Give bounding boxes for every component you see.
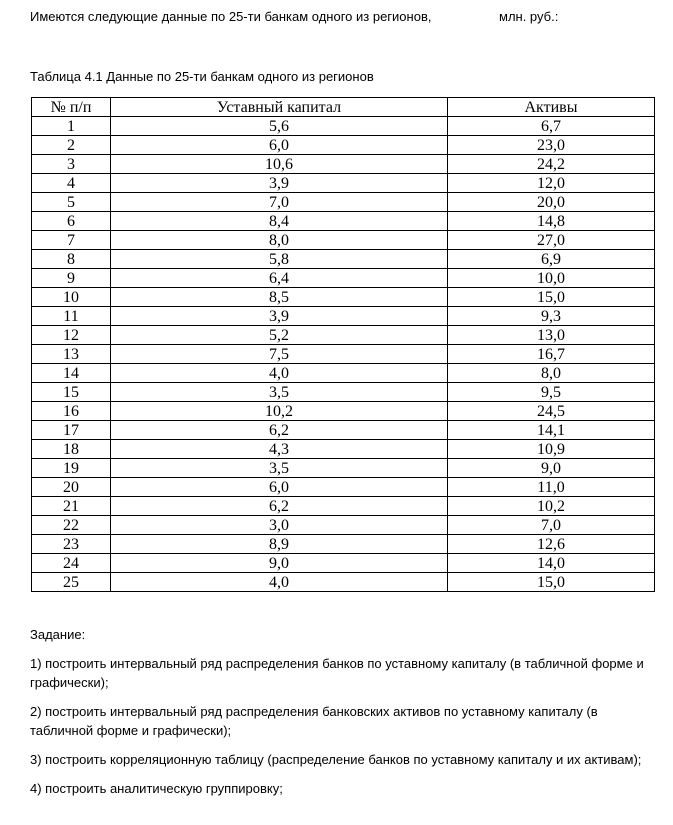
cell-capital: 10,2	[111, 402, 448, 421]
cell-number: 16	[32, 402, 111, 421]
cell-assets: 20,0	[448, 193, 655, 212]
table-row	[32, 250, 655, 269]
cell-capital: 8,5	[111, 288, 448, 307]
cell-capital: 6,0	[111, 478, 448, 497]
intro-units: млн. руб.:	[499, 9, 559, 24]
cell-capital: 5,6	[111, 117, 448, 136]
banks-data-table	[31, 97, 655, 592]
task-item: 1) построить интервальный ряд распределения банков по уставному капиталу (в табличной форме и графически);	[30, 656, 644, 690]
cell-number: 21	[32, 497, 111, 516]
table-row	[32, 193, 655, 212]
table-row	[32, 231, 655, 250]
cell-capital: 4,0	[111, 573, 448, 592]
cell-assets: 7,0	[448, 516, 655, 535]
task-item: 2) построить интервальный ряд распределения банковских активов по уставному капиталу (в табличной форме и графически);	[30, 704, 598, 738]
cell-assets: 24,5	[448, 402, 655, 421]
task-item: 4) построить аналитическую группировку;	[30, 781, 283, 796]
cell-assets: 13,0	[448, 326, 655, 345]
cell-assets: 12,6	[448, 535, 655, 554]
table-row	[32, 535, 655, 554]
cell-capital: 4,0	[111, 364, 448, 383]
cell-assets: 8,0	[448, 364, 655, 383]
cell-capital: 5,8	[111, 250, 448, 269]
cell-assets: 11,0	[448, 478, 655, 497]
cell-assets: 16,7	[448, 345, 655, 364]
cell-number: 2	[32, 136, 111, 155]
table-row	[32, 117, 655, 136]
table-body	[32, 117, 655, 592]
cell-capital: 3,0	[111, 516, 448, 535]
table-row	[32, 421, 655, 440]
cell-assets: 9,0	[448, 459, 655, 478]
table-row	[32, 440, 655, 459]
cell-capital: 5,2	[111, 326, 448, 345]
cell-number: 6	[32, 212, 111, 231]
cell-number: 17	[32, 421, 111, 440]
cell-capital: 7,0	[111, 193, 448, 212]
table-caption: Таблица 4.1 Данные по 25-ти банкам одного из регионов	[30, 69, 374, 84]
cell-number: 7	[32, 231, 111, 250]
cell-assets: 15,0	[448, 288, 655, 307]
table-row	[32, 136, 655, 155]
cell-assets: 10,2	[448, 497, 655, 516]
table-row	[32, 383, 655, 402]
cell-capital: 4,3	[111, 440, 448, 459]
table-row	[32, 478, 655, 497]
cell-capital: 8,4	[111, 212, 448, 231]
table-row	[32, 345, 655, 364]
intro-text: Имеются следующие данные по 25-ти банкам одного из регионов,	[30, 9, 432, 24]
cell-capital: 7,5	[111, 345, 448, 364]
cell-number: 10	[32, 288, 111, 307]
cell-number: 3	[32, 155, 111, 174]
cell-capital: 6,4	[111, 269, 448, 288]
table-row	[32, 554, 655, 573]
cell-assets: 14,8	[448, 212, 655, 231]
header-assets: Активы	[448, 98, 655, 117]
cell-number: 14	[32, 364, 111, 383]
cell-assets: 15,0	[448, 573, 655, 592]
table-row	[32, 307, 655, 326]
task-heading: Задание:	[30, 627, 86, 642]
cell-capital: 3,5	[111, 459, 448, 478]
cell-number: 19	[32, 459, 111, 478]
cell-assets: 24,2	[448, 155, 655, 174]
table-row	[32, 459, 655, 478]
cell-number: 25	[32, 573, 111, 592]
cell-number: 12	[32, 326, 111, 345]
cell-capital: 6,0	[111, 136, 448, 155]
cell-assets: 9,5	[448, 383, 655, 402]
cell-capital: 8,9	[111, 535, 448, 554]
table-row	[32, 326, 655, 345]
cell-number: 18	[32, 440, 111, 459]
cell-number: 15	[32, 383, 111, 402]
cell-capital: 10,6	[111, 155, 448, 174]
table-header-row	[32, 98, 655, 117]
table-row	[32, 269, 655, 288]
cell-capital: 3,9	[111, 307, 448, 326]
cell-number: 20	[32, 478, 111, 497]
cell-number: 11	[32, 307, 111, 326]
cell-number: 22	[32, 516, 111, 535]
cell-number: 1	[32, 117, 111, 136]
cell-assets: 10,0	[448, 269, 655, 288]
cell-number: 24	[32, 554, 111, 573]
table-row	[32, 174, 655, 193]
table-row	[32, 364, 655, 383]
cell-capital: 8,0	[111, 231, 448, 250]
table-row	[32, 516, 655, 535]
cell-assets: 6,9	[448, 250, 655, 269]
header-capital: Уставный капитал	[111, 98, 448, 117]
cell-capital: 3,9	[111, 174, 448, 193]
task-item: 3) построить корреляционную таблицу (распределение банков по уставному капиталу и их активам);	[30, 752, 642, 767]
cell-capital: 3,5	[111, 383, 448, 402]
cell-number: 4	[32, 174, 111, 193]
cell-assets: 23,0	[448, 136, 655, 155]
table-row	[32, 402, 655, 421]
cell-assets: 27,0	[448, 231, 655, 250]
table-row	[32, 155, 655, 174]
cell-number: 5	[32, 193, 111, 212]
table-row	[32, 573, 655, 592]
cell-assets: 10,9	[448, 440, 655, 459]
cell-capital: 9,0	[111, 554, 448, 573]
cell-assets: 9,3	[448, 307, 655, 326]
cell-capital: 6,2	[111, 421, 448, 440]
intro-line	[30, 9, 650, 25]
cell-number: 23	[32, 535, 111, 554]
cell-assets: 12,0	[448, 174, 655, 193]
cell-assets: 14,0	[448, 554, 655, 573]
cell-assets: 6,7	[448, 117, 655, 136]
cell-number: 8	[32, 250, 111, 269]
cell-number: 13	[32, 345, 111, 364]
cell-assets: 14,1	[448, 421, 655, 440]
table-row	[32, 212, 655, 231]
header-number: № п/п	[32, 98, 111, 117]
cell-capital: 6,2	[111, 497, 448, 516]
cell-number: 9	[32, 269, 111, 288]
table-row	[32, 497, 655, 516]
table-row	[32, 288, 655, 307]
task-section	[30, 625, 660, 808]
